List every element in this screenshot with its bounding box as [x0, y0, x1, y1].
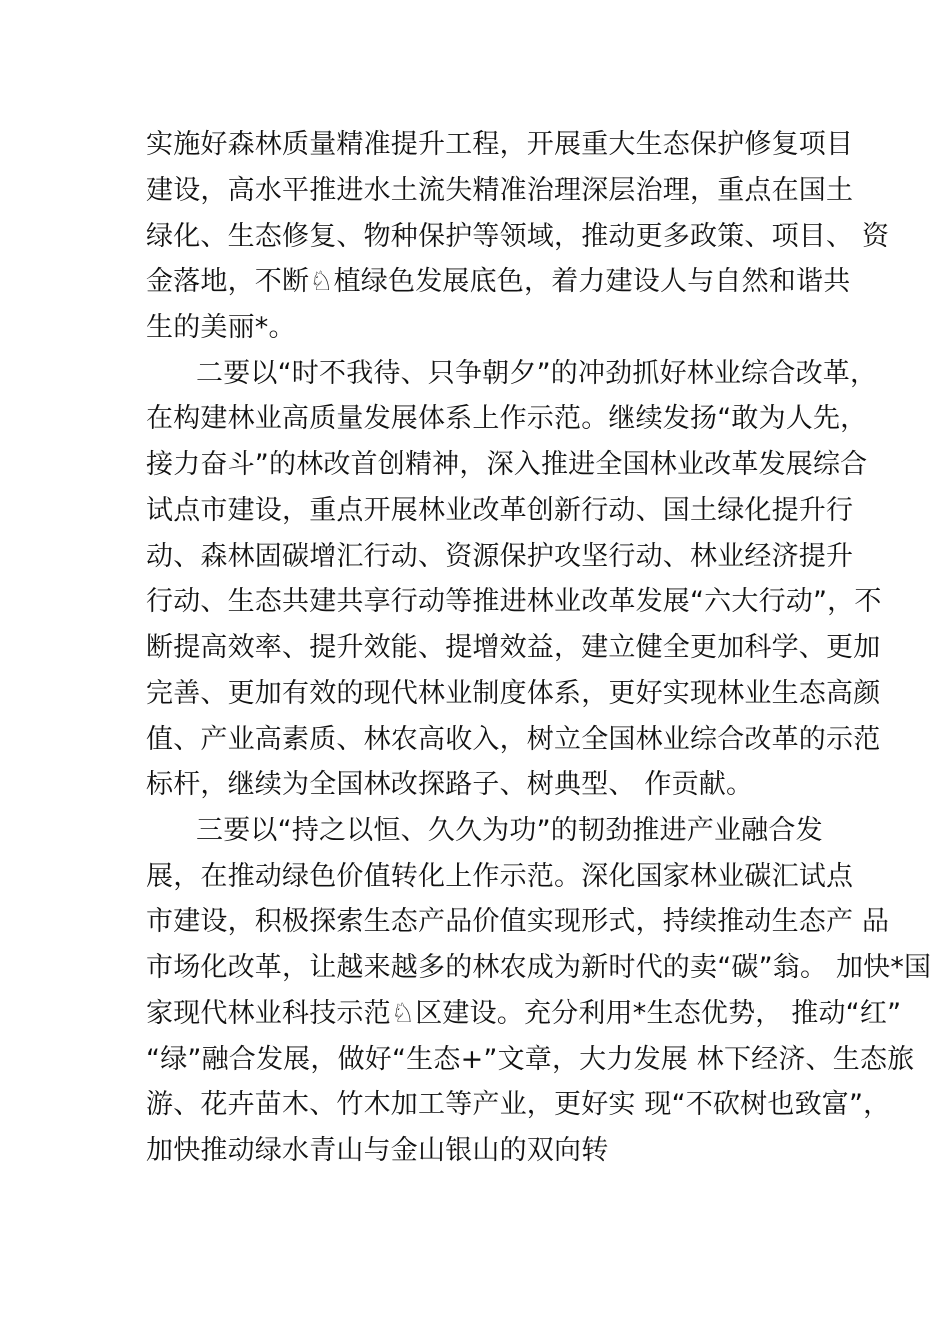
- paragraph-2-line-3: 接力奋斗”的林改首创精神，深入推进全国林业改革发展综合: [146, 449, 868, 480]
- paragraph-3-line-6: “绿”融合发展，做好“生态+”文章，大力发展 林下经济、生态旅: [146, 1044, 915, 1075]
- paragraph-3-line-5: 家现代林业科技示范♘区建设。充分利用*生态优势， 推动“红”: [146, 998, 902, 1029]
- paragraph-2-line-8: 完善、更加有效的现代林业制度体系，更好实现林业生态高颜: [146, 678, 881, 709]
- paragraph-3-line-2: 展，在推动绿色价值转化上作示范。深化国家林业碳汇试点: [146, 861, 854, 892]
- paragraph-2-line-9: 值、产业高素质、林农高收入，树立全国林业综合改革的示范: [146, 724, 881, 755]
- paragraph-2-line-1: 二要以“时不我待、只争朝夕”的冲劲抓好林业综合改革，: [196, 358, 878, 389]
- paragraph-2-line-5: 动、森林固碳增汇行动、资源保护攻坚行动、林业经济提升: [146, 541, 854, 572]
- paragraph-2-line-6: 行动、生态共建共享行动等推进林业改革发展“六大行动”，不: [146, 586, 882, 617]
- paragraph-2-line-10: 标杆，继续为全国林改探路子、树典型、 作贡献。: [146, 769, 754, 800]
- paragraph-3-line-4: 市场化改革，让越来越多的林农成为新时代的卖“碳”翁。 加快*国: [146, 952, 932, 983]
- paragraph-3-line-8: 加快推动绿水青山与金山银山的双向转: [146, 1135, 609, 1166]
- paragraph-1-line-5: 生的美丽*。: [146, 312, 296, 343]
- paragraph-3-line-3: 市建设，积极探索生态产品价值实现形式，持续推动生态产 品: [146, 906, 890, 937]
- paragraph-2-line-4: 试点市建设，重点开展林业改革创新行动、国土绿化提升行: [146, 495, 854, 526]
- paragraph-3-line-7: 游、花卉苗木、竹木加工等产业，更好实 现“不砍树也致富”，: [146, 1089, 891, 1120]
- paragraph-2-line-7: 断提高效率、提升效能、提增效益，建立健全更加科学、更加: [146, 632, 881, 663]
- paragraph-1-line-3: 绿化、生态修复、物种保护等领域，推动更多政策、项目、 资: [146, 221, 890, 252]
- paragraph-3-line-1: 三要以“持之以恒、久久为功”的韧劲推进产业融合发: [196, 815, 823, 846]
- paragraph-1-line-4: 金落地，不断♘植绿色发展底色，着力建设人与自然和谐共: [146, 266, 851, 297]
- paragraph-1-line-1: 实施好森林质量精准提升工程，开展重大生态保护修复项目: [146, 129, 854, 160]
- paragraph-1-line-2: 建设，高水平推进水土流失精准治理深层治理，重点在国土: [146, 175, 854, 206]
- paragraph-2-line-2: 在构建林业高质量发展体系上作示范。继续发扬“敢为人先，: [146, 403, 868, 434]
